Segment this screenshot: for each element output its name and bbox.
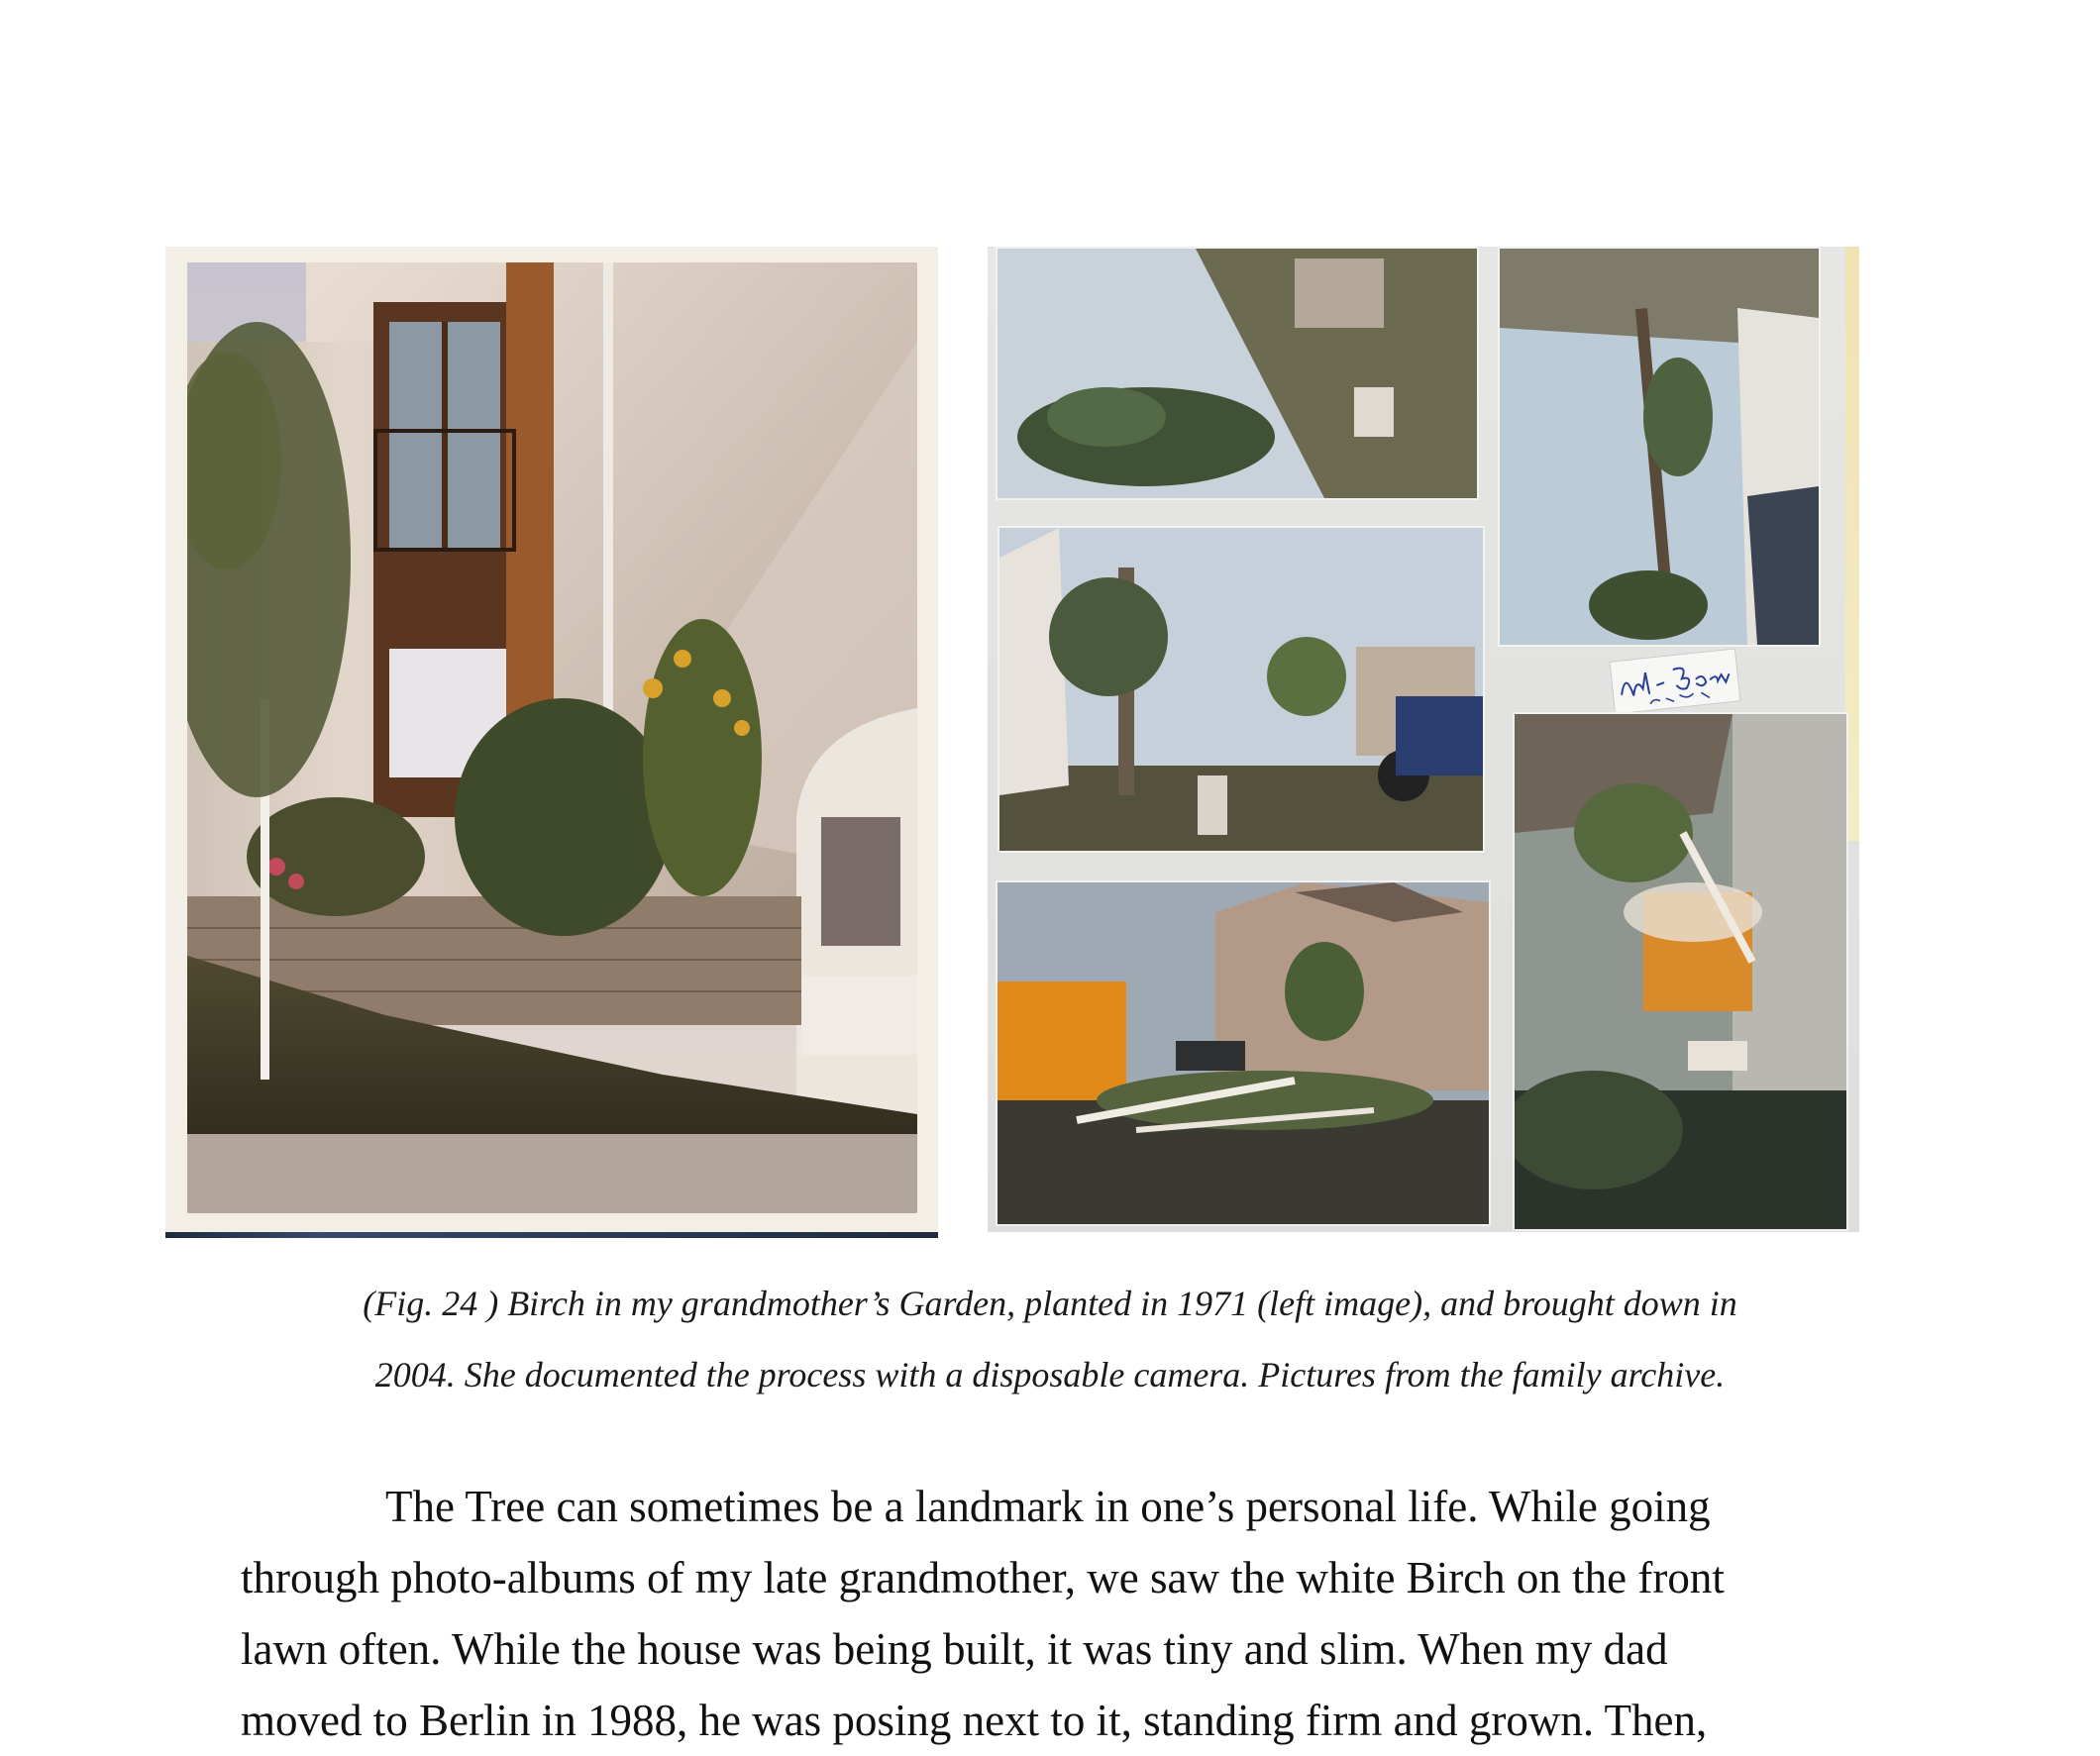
birch-1971-photo <box>165 247 938 1232</box>
body-paragraph <box>241 1471 1786 1756</box>
album-photo-branches-house <box>1513 712 1848 1231</box>
handwritten-note-illustration <box>1611 650 1740 714</box>
tree-falling-illustration <box>1500 249 1819 645</box>
birch-house-illustration <box>187 262 917 1213</box>
paragraph-line: through photo-albums of my late grandmother, we saw the white Birch on the front <box>241 1553 1725 1602</box>
paragraph-line: The Tree can sometimes be a landmark in one’s personal life. While going <box>385 1482 1711 1531</box>
paragraph-line: moved to Berlin in 1988, he was posing next to it, standing firm and grown. Then, <box>241 1696 1708 1745</box>
cut-trunk-illustration <box>999 528 1483 851</box>
figure-caption <box>158 1268 1942 1410</box>
caption-line: (Fig. 24 ) Birch in my grandmother’s Garden, planted in 1971 (left image), and brought down in <box>363 1284 1737 1323</box>
branches-house-illustration <box>1515 714 1846 1229</box>
album-photo-truck-branches <box>996 880 1491 1226</box>
paragraph-line: lawn often. While the house was being built, it was tiny and slim. When my dad <box>241 1624 1668 1674</box>
truck-branches-illustration <box>998 882 1489 1224</box>
album-photo-cut-trunk <box>998 526 1485 853</box>
birch-1971-photo-image <box>187 262 917 1213</box>
album-photo-tree-falling <box>1498 247 1821 647</box>
album-photo-fallen-tree <box>996 247 1479 500</box>
fallen-tree-illustration <box>998 249 1477 498</box>
caption-line: 2004. She documented the process with a disposable camera. Pictures from the family archive. <box>374 1355 1726 1394</box>
handwritten-album-label <box>1610 648 1741 714</box>
photo-album-page <box>988 247 1859 1232</box>
photo-edge-strip <box>165 1232 938 1238</box>
